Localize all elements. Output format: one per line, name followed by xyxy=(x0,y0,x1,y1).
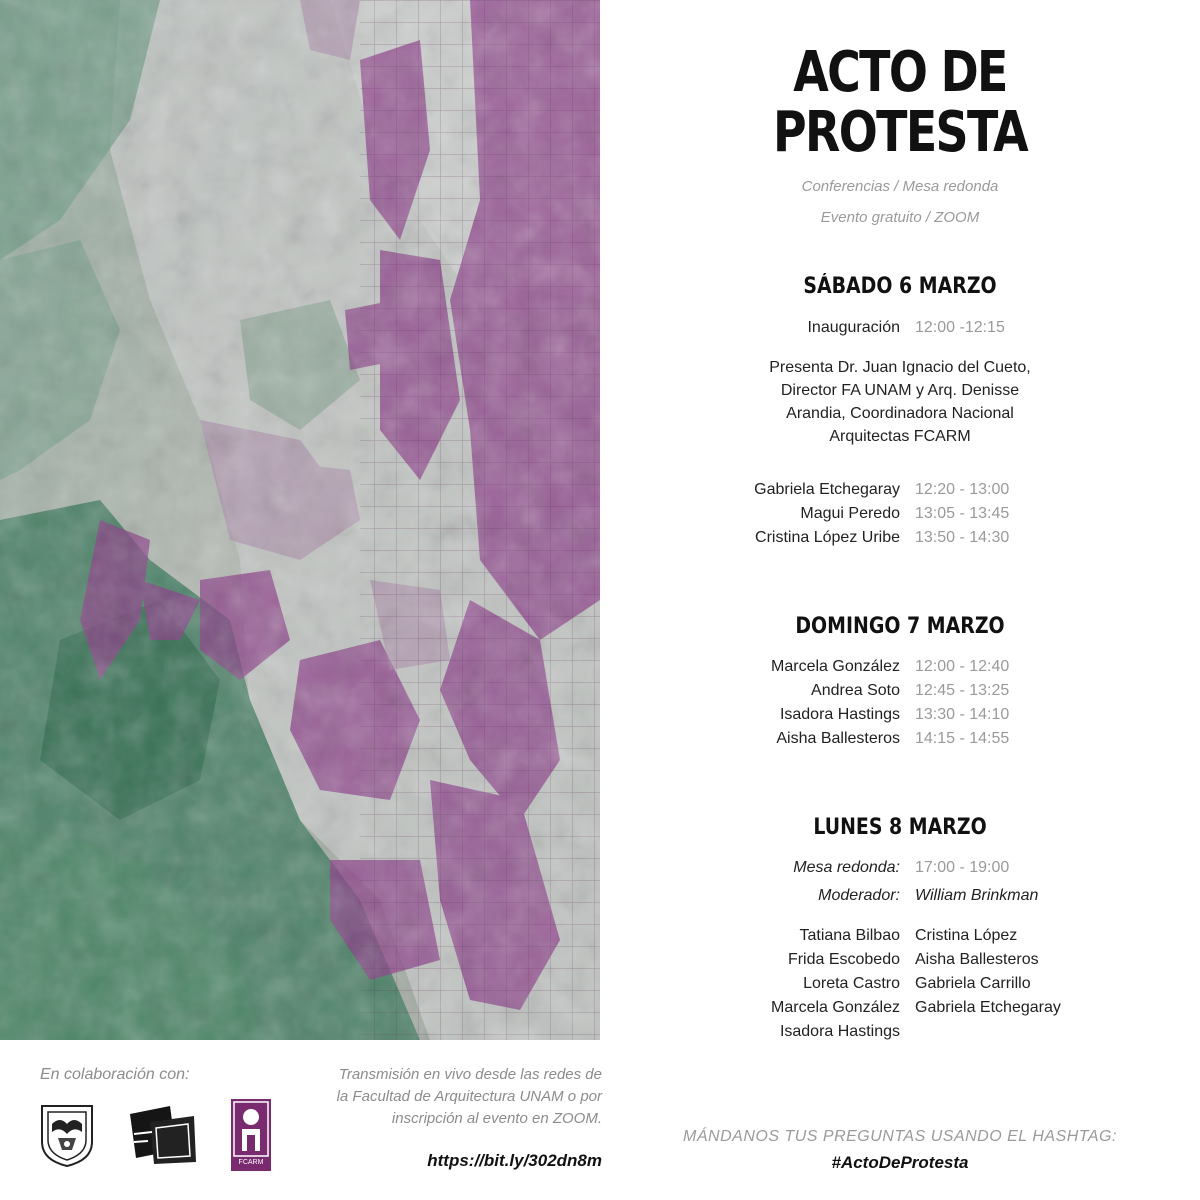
transmission-line: Transmisión en vivo desde las redes de xyxy=(338,1066,602,1083)
panelist-name: Loreta Castro xyxy=(803,975,900,992)
session-name: Inauguración xyxy=(807,319,900,336)
talk-time: 12:00 - 12:40 xyxy=(915,658,1010,675)
talk-time: 13:05 - 13:45 xyxy=(915,505,1010,522)
presenter-line: Arquitectas FCARM xyxy=(829,428,971,445)
page-title-line-2: PROTESTA xyxy=(773,100,1027,165)
roundtable-time: 17:00 - 19:00 xyxy=(915,859,1010,876)
day-heading-monday: LUNES 8 MARZO xyxy=(813,815,987,840)
panel-row xyxy=(600,1023,1200,1045)
panelist-name: Marcela González xyxy=(771,999,900,1016)
subtitle-line-1: Conferencias / Mesa redonda xyxy=(801,178,999,195)
presenter-line: Director FA UNAM y Arq. Denisse xyxy=(780,382,1020,399)
panel-row xyxy=(600,975,1200,997)
roundtable-label: Mesa redonda: xyxy=(793,859,900,876)
event-link[interactable]: https://bit.ly/302dn8m xyxy=(427,1151,602,1170)
speaker-name: Andrea Soto xyxy=(811,682,900,699)
panelist-name: Tatiana Bilbao xyxy=(799,927,900,944)
moderator-name: William Brinkman xyxy=(915,887,1039,904)
transmission-line: inscripción al evento en ZOOM. xyxy=(391,1110,602,1127)
page-title-line-1: ACTO DE xyxy=(793,40,1007,105)
schedule-row xyxy=(600,658,1200,680)
panel-row xyxy=(600,927,1200,949)
presenter-line: Arandia, Coordinadora Nacional xyxy=(786,405,1014,422)
panelist-name: Frida Escobedo xyxy=(787,951,900,968)
session-time: 12:00 -12:15 xyxy=(915,319,1005,336)
speaker-name: Magui Peredo xyxy=(800,505,900,522)
panelist-name: Gabriela Etchegaray xyxy=(915,999,1061,1016)
event-info-panel xyxy=(600,0,1200,1200)
panel-row xyxy=(600,999,1200,1021)
panelist-name: Cristina López xyxy=(915,927,1018,944)
panel-row xyxy=(600,951,1200,973)
talk-time: 12:20 - 13:00 xyxy=(915,481,1010,498)
collaboration-label: En colaboración con: xyxy=(40,1066,190,1083)
hashtag-prompt: MÁNDANOS TUS PREGUNTAS USANDO EL HASHTAG: xyxy=(683,1128,1117,1145)
hashtag-text: #ActoDeProtesta xyxy=(831,1153,969,1172)
presenter-description xyxy=(750,356,1050,448)
schedule-row xyxy=(600,481,1200,503)
talk-time: 13:30 - 14:10 xyxy=(915,706,1010,723)
schedule-row xyxy=(600,682,1200,704)
moderator-label: Moderador: xyxy=(818,887,900,904)
schedule-row-roundtable xyxy=(600,859,1200,881)
speaker-name: Marcela González xyxy=(771,658,900,675)
facultad-arquitectura-logo xyxy=(126,1104,198,1166)
presenter-line: Presenta Dr. Juan Ignacio del Cueto, xyxy=(769,359,1031,376)
schedule-row xyxy=(600,505,1200,527)
day-heading-saturday: SÁBADO 6 MARZO xyxy=(803,274,997,299)
speaker-name: Aisha Ballesteros xyxy=(776,730,900,747)
panelist-name: Isadora Hastings xyxy=(779,1023,900,1040)
speaker-name: Gabriela Etchegaray xyxy=(754,481,900,498)
transmission-info xyxy=(300,1064,602,1130)
speaker-name: Isadora Hastings xyxy=(779,706,900,723)
fcarm-logo xyxy=(231,1099,271,1171)
fcarm-logo-text: FCARM xyxy=(238,1159,264,1166)
talk-time: 13:50 - 14:30 xyxy=(915,529,1010,546)
unam-crest-logo xyxy=(38,1102,96,1168)
schedule-row xyxy=(600,529,1200,551)
speaker-name: Cristina López Uribe xyxy=(755,529,900,546)
panelist-name: Gabriela Carrillo xyxy=(915,975,1031,992)
talk-time: 12:45 - 13:25 xyxy=(915,682,1010,699)
subtitle-line-2: Evento gratuito / ZOOM xyxy=(820,209,980,226)
panelist-name: Aisha Ballesteros xyxy=(915,951,1039,968)
schedule-row-moderator xyxy=(600,887,1200,909)
schedule-row xyxy=(600,730,1200,752)
schedule-row xyxy=(600,706,1200,728)
transmission-line: la Facultad de Arquitectura UNAM o por xyxy=(336,1088,602,1105)
schedule-row-opening xyxy=(600,319,1200,341)
satellite-map-image xyxy=(0,0,600,1040)
day-heading-sunday: DOMINGO 7 MARZO xyxy=(795,614,1005,639)
talk-time: 14:15 - 14:55 xyxy=(915,730,1010,747)
